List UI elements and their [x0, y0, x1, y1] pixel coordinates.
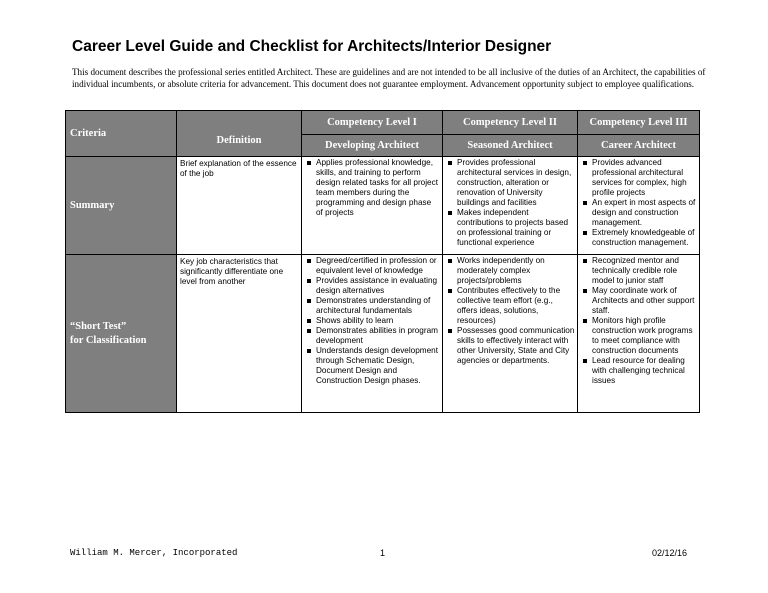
bullet-item: Lead resource for dealing with challenging technical issues — [592, 356, 697, 386]
level-3-header: Competency Level III — [578, 111, 700, 135]
row-criteria — [66, 255, 177, 413]
bullet-item: Understands design development through Schematic Design, Document Design and Construction Design phases. — [316, 346, 440, 386]
bullet-item: Degreed/certified in profession or equivalent level of knowledge — [316, 256, 440, 276]
level-1-header: Competency Level I — [302, 111, 443, 135]
row-criteria — [66, 157, 177, 255]
level-2-header: Competency Level II — [443, 111, 578, 135]
table-row — [66, 157, 700, 255]
bullet-item: Monitors high profile construction work programs to meet compliance with construction documents — [592, 316, 697, 356]
bullet-item: May coordinate work of Architects and other support staff. — [592, 286, 697, 316]
footer-page-number: 1 — [380, 548, 386, 558]
bullet-item: Applies professional knowledge, skills, and training to perform design related tasks for all project team members during the programming and design phase of projects — [316, 158, 440, 218]
bullet-item: Demonstrates understanding of architectural fundamentals — [316, 296, 440, 316]
row-level-1 — [302, 157, 443, 255]
row-level-3 — [578, 255, 700, 413]
bullet-item: Recognized mentor and technically credible role model to junior staff — [592, 256, 697, 286]
row-definition: Key job characteristics that significantly differentiate one level from another — [177, 255, 302, 413]
criteria-line: for Classification — [70, 334, 147, 346]
bullet-item: Extremely knowledgeable of construction management. — [592, 228, 697, 248]
row-definition: Brief explanation of the essence of the job — [177, 157, 302, 255]
page-title: Career Level Guide and Checklist for Architects/Interior Designer — [72, 38, 552, 55]
bullet-item: Provides advanced professional architectural services for complex, high profile projects — [592, 158, 697, 198]
bullet-item: Provides professional architectural services in design, construction, alteration or renovation of University buildings and facilities — [457, 158, 575, 208]
row-level-2 — [443, 255, 578, 413]
bullet-item: Works independently on moderately complex projects/problems — [457, 256, 575, 286]
level-2-name: Seasoned Architect — [443, 135, 578, 157]
table-row — [66, 255, 700, 413]
level-3-name: Career Architect — [578, 135, 700, 157]
criteria-line: Summary — [70, 199, 115, 211]
footer-company: William M. Mercer, Incorporated — [70, 548, 238, 558]
bullet-item: Demonstrates abilities in program development — [316, 326, 440, 346]
intro-paragraph: This document describes the professional series entitled Architect. These are guidelines and are not intended to be all inclusive of the duties of an Architect, the capabilities of individual incumbents, or absolute criteria for advancement. This document does not guarantee employment. Advancement opportunity subject to employee qualifications. — [72, 67, 706, 89]
criteria-line: “Short Test” — [70, 320, 127, 332]
bullet-item: Provides assistance in evaluating design alternatives — [316, 276, 440, 296]
footer-date: 02/12/16 — [652, 548, 688, 558]
bullet-item: Shows ability to learn — [316, 316, 440, 326]
criteria-header: Criteria — [66, 111, 177, 157]
bullet-item: Makes independent contributions to projects based on professional training or functional experience — [457, 208, 575, 248]
row-level-1 — [302, 255, 443, 413]
bullet-item: An expert in most aspects of design and construction management. — [592, 198, 696, 227]
bullet-item: Contributes effectively to the collective team effort (e.g., offers ideas, solutions, resources) — [457, 286, 575, 326]
definition-header: Definition — [177, 111, 302, 157]
career-level-table — [65, 110, 700, 413]
row-level-2 — [443, 157, 578, 255]
bullet-item: Possesses good communication skills to effectively interact with other University, State and City agencies or departments. — [457, 326, 575, 365]
level-1-name: Developing Architect — [302, 135, 443, 157]
row-level-3 — [578, 157, 700, 255]
